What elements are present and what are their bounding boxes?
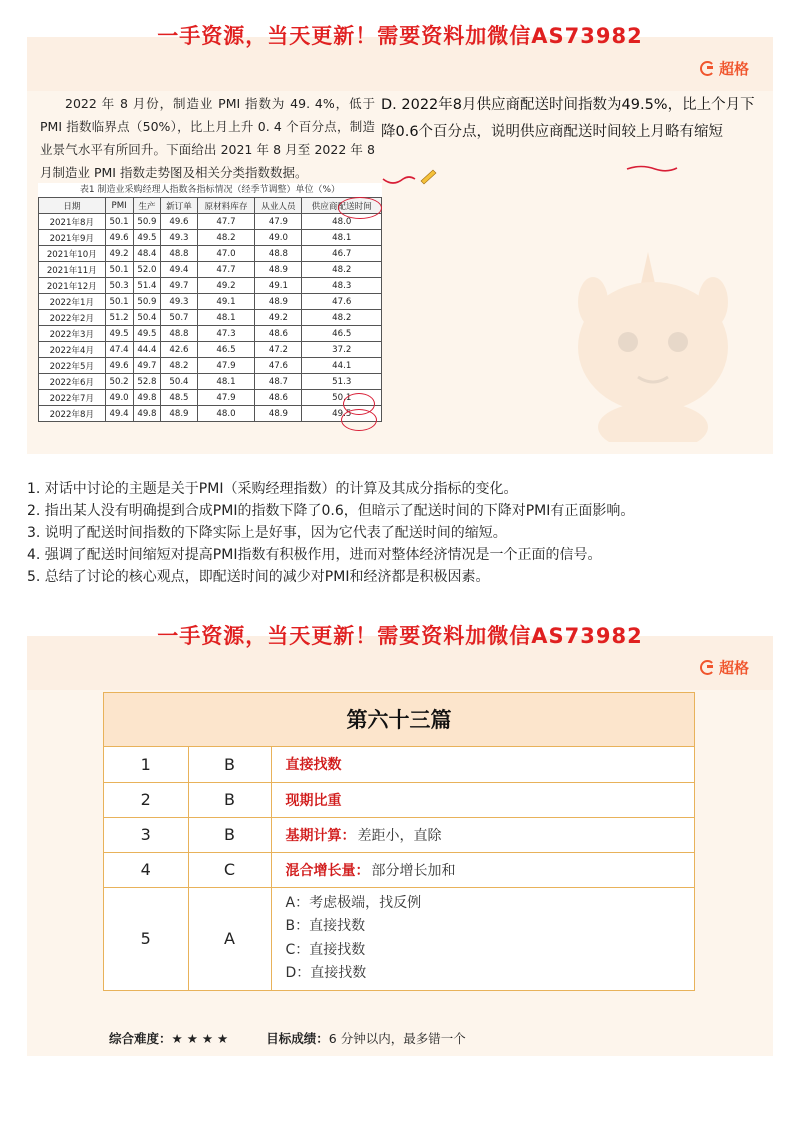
date-cell: 2021年12月 [39, 278, 106, 294]
answer-row [104, 887, 694, 990]
difficulty-stars: ★ ★ ★ ★ [171, 1031, 229, 1046]
value-cell: 52.8 [133, 374, 161, 390]
option-analysis-line: A：考虑极端，找反例 [285, 894, 422, 911]
value-cell: 49.5 [133, 326, 161, 342]
header-cell: 从业人员 [255, 198, 302, 214]
value-cell: 48.1 [302, 230, 382, 246]
answer-row [104, 817, 694, 852]
summary-item: 2. 指出某人没有明确提到合成PMI的指数下降了0.6，但暗示了配送时间的下降对PMI有正面影响。 [27, 503, 635, 519]
brand-logo [700, 58, 749, 79]
promo-banner-bottom: 一手资源，当天更新！需要资料加微信AS73982 [157, 624, 643, 648]
pmi-table-row [39, 262, 382, 278]
difficulty-footer [109, 1029, 466, 1047]
method-detail: 差距小，直除 [357, 827, 442, 844]
option-d-text: D. 2022年8月供应商配送时间指数为49.5%，比上个月下降0.6个百分点，说明供应商配送时间较上月略有缩短 [381, 97, 755, 140]
value-cell: 48.1 [197, 310, 255, 326]
value-cell: 47.6 [302, 294, 382, 310]
value-cell: 47.6 [255, 358, 302, 374]
answer-option: C [188, 852, 271, 887]
value-cell: 47.0 [197, 246, 255, 262]
value-cell: 49.6 [161, 214, 197, 230]
value-cell: 46.5 [302, 326, 382, 342]
value-cell: 46.5 [197, 342, 255, 358]
value-cell: 49.1 [197, 294, 255, 310]
value-cell: 47.7 [197, 214, 255, 230]
value-cell: 48.0 [302, 214, 382, 230]
method-keyword: 基期计算： [285, 827, 356, 844]
answer-explanation [271, 782, 694, 817]
value-cell: 49.6 [105, 230, 133, 246]
header-cell: 原材料库存 [197, 198, 255, 214]
question-number: 4 [104, 852, 188, 887]
question-number: 3 [104, 817, 188, 852]
answer-table [104, 747, 694, 990]
option-analysis-line: B：直接找数 [285, 918, 366, 934]
date-cell: 2022年7月 [39, 390, 106, 406]
header-cell: 生产 [133, 198, 161, 214]
pmi-table-caption: 表1 制造业采购经理人指数各指标情况（经季节调整）单位（%） [79, 185, 341, 195]
value-cell: 50.3 [105, 278, 133, 294]
answer-option: B [188, 817, 271, 852]
difficulty-label: 综合难度： [109, 1031, 172, 1046]
value-cell: 50.1 [302, 390, 382, 406]
pmi-table-container [38, 183, 382, 422]
value-cell: 48.9 [161, 406, 197, 422]
date-cell: 2022年2月 [39, 310, 106, 326]
date-cell: 2021年9月 [39, 230, 106, 246]
value-cell: 48.2 [161, 358, 197, 374]
value-cell: 47.9 [255, 214, 302, 230]
answer-option: A [188, 887, 271, 990]
date-cell: 2021年10月 [39, 246, 106, 262]
brand-logo-text: 超格 [718, 60, 749, 78]
answer-row [104, 747, 694, 782]
value-cell: 48.3 [302, 278, 382, 294]
target-value: 6 分钟以内，最多错一个 [328, 1031, 466, 1046]
pmi-table-row [39, 310, 382, 326]
value-cell: 50.1 [105, 294, 133, 310]
unicorn-mascot-watermark-icon [553, 242, 753, 442]
value-cell: 50.4 [161, 374, 197, 390]
value-cell: 48.4 [133, 246, 161, 262]
brand-logo-icon [700, 61, 715, 76]
option-analysis-line: D：直接找数 [285, 965, 367, 981]
value-cell: 49.2 [197, 278, 255, 294]
question-intro-text: 2022 年 8 月份，制造业 PMI 指数为 49. 4%，低于 PMI 指数临界点（50%），比上月上升 0. 4 个百分点，制造业景气水平有所回升。下面给出 2021 年 8 月至 2022 年 8 月制造业 PMI 指数走势图及相关分类指数数据。 [40, 96, 375, 180]
value-cell: 48.7 [255, 374, 302, 390]
header-cell: PMI [105, 198, 133, 214]
value-cell: 47.9 [197, 390, 255, 406]
method-keyword: 现期比重 [285, 792, 342, 809]
answer-row [104, 782, 694, 817]
target-block [266, 1029, 465, 1047]
pmi-table-row [39, 230, 382, 246]
value-cell: 49.2 [255, 310, 302, 326]
value-cell: 49.1 [255, 278, 302, 294]
value-cell: 49.6 [105, 358, 133, 374]
value-cell: 49.0 [105, 390, 133, 406]
method-keyword: 直接找数 [285, 757, 342, 774]
answer-explanation [271, 817, 694, 852]
answer-card [103, 692, 695, 991]
pmi-table-row [39, 214, 382, 230]
value-cell: 48.8 [161, 246, 197, 262]
slide-answers [27, 636, 773, 1056]
value-cell: 49.0 [255, 230, 302, 246]
value-cell: 52.0 [133, 262, 161, 278]
value-cell: 48.6 [255, 326, 302, 342]
pmi-table-row [39, 406, 382, 422]
question-number: 1 [104, 747, 188, 782]
value-cell: 49.5 [133, 230, 161, 246]
summary-item: 3. 说明了配送时间指数的下降实际上是好事，因为它代表了配送时间的缩短。 [27, 525, 507, 541]
target-label: 目标成绩： [266, 1031, 329, 1046]
date-cell: 2022年6月 [39, 374, 106, 390]
value-cell: 47.7 [197, 262, 255, 278]
value-cell: 50.1 [105, 214, 133, 230]
question-number: 5 [104, 887, 188, 990]
value-cell: 51.2 [105, 310, 133, 326]
value-cell: 44.1 [302, 358, 382, 374]
method-keyword: 混合增长量： [285, 862, 370, 879]
value-cell: 50.9 [133, 214, 161, 230]
value-cell: 47.2 [255, 342, 302, 358]
summary-item: 4. 强调了配送时间缩短对提高PMI指数有积极作用，进而对整体经济情况是一个正面的信号。 [27, 547, 602, 563]
value-cell: 48.8 [255, 246, 302, 262]
difficulty-block [109, 1029, 228, 1047]
slide-question [27, 37, 773, 454]
value-cell: 48.9 [255, 406, 302, 422]
value-cell: 50.2 [105, 374, 133, 390]
value-cell: 44.4 [133, 342, 161, 358]
brand-logo [700, 657, 749, 678]
method-detail: 部分增长加和 [371, 862, 456, 879]
date-cell: 2022年8月 [39, 406, 106, 422]
answer-explanation [271, 852, 694, 887]
header-cell: 新订单 [161, 198, 197, 214]
value-cell: 50.9 [133, 294, 161, 310]
question-number: 2 [104, 782, 188, 817]
value-cell: 47.4 [105, 342, 133, 358]
value-cell: 48.9 [255, 294, 302, 310]
value-cell: 48.2 [302, 262, 382, 278]
value-cell: 37.2 [302, 342, 382, 358]
answer-option: B [188, 747, 271, 782]
summary-item: 1. 对话中讨论的主题是关于PMI（采购经理指数）的计算及其成分指标的变化。 [27, 481, 518, 497]
value-cell: 51.3 [302, 374, 382, 390]
value-cell: 49.7 [161, 278, 197, 294]
value-cell: 51.4 [133, 278, 161, 294]
summary-list [27, 478, 787, 588]
value-cell: 49.2 [105, 246, 133, 262]
answer-card-title: 第六十三篇 [104, 693, 694, 747]
date-cell: 2022年1月 [39, 294, 106, 310]
value-cell: 49.5 [105, 326, 133, 342]
pmi-table-row [39, 326, 382, 342]
value-cell: 49.5 [302, 406, 382, 422]
value-cell: 50.1 [105, 262, 133, 278]
pmi-table-row [39, 278, 382, 294]
value-cell: 46.7 [302, 246, 382, 262]
value-cell: 48.2 [302, 310, 382, 326]
date-cell: 2021年8月 [39, 214, 106, 230]
value-cell: 49.8 [133, 390, 161, 406]
brand-logo-text: 超格 [718, 659, 749, 677]
value-cell: 47.9 [197, 358, 255, 374]
value-cell: 47.3 [197, 326, 255, 342]
answer-row [104, 852, 694, 887]
pmi-data-table [38, 197, 382, 422]
pmi-table-row [39, 294, 382, 310]
header-cell: 日期 [39, 198, 106, 214]
pen-annotation-icon [379, 165, 679, 185]
date-cell: 2022年5月 [39, 358, 106, 374]
value-cell: 48.0 [197, 406, 255, 422]
value-cell: 49.3 [161, 294, 197, 310]
brand-logo-icon [700, 660, 715, 675]
value-cell: 48.2 [197, 230, 255, 246]
answer-option: B [188, 782, 271, 817]
pmi-table-row [39, 374, 382, 390]
header-cell: 供应商配送时间 [302, 198, 382, 214]
value-cell: 48.1 [197, 374, 255, 390]
value-cell: 49.4 [161, 262, 197, 278]
pmi-table-row [39, 246, 382, 262]
pmi-table-row [39, 358, 382, 374]
promo-banner-top: 一手资源，当天更新！需要资料加微信AS73982 [157, 24, 643, 48]
date-cell: 2022年4月 [39, 342, 106, 358]
value-cell: 50.4 [133, 310, 161, 326]
value-cell: 49.7 [133, 358, 161, 374]
value-cell: 49.8 [133, 406, 161, 422]
pmi-table-row [39, 342, 382, 358]
value-cell: 48.8 [161, 326, 197, 342]
value-cell: 48.5 [161, 390, 197, 406]
pmi-table-row [39, 390, 382, 406]
value-cell: 48.6 [255, 390, 302, 406]
value-cell: 50.7 [161, 310, 197, 326]
option-analysis-line: C：直接找数 [285, 941, 366, 958]
pmi-table-header-row [39, 198, 382, 214]
answer-explanation [271, 887, 694, 990]
value-cell: 49.4 [105, 406, 133, 422]
date-cell: 2021年11月 [39, 262, 106, 278]
answer-explanation [271, 747, 694, 782]
pmi-table-body [39, 214, 382, 422]
value-cell: 49.3 [161, 230, 197, 246]
summary-item: 5. 总结了讨论的核心观点，即配送时间的减少对PMI和经济都是积极因素。 [27, 569, 490, 585]
value-cell: 48.9 [255, 262, 302, 278]
date-cell: 2022年3月 [39, 326, 106, 342]
value-cell: 42.6 [161, 342, 197, 358]
